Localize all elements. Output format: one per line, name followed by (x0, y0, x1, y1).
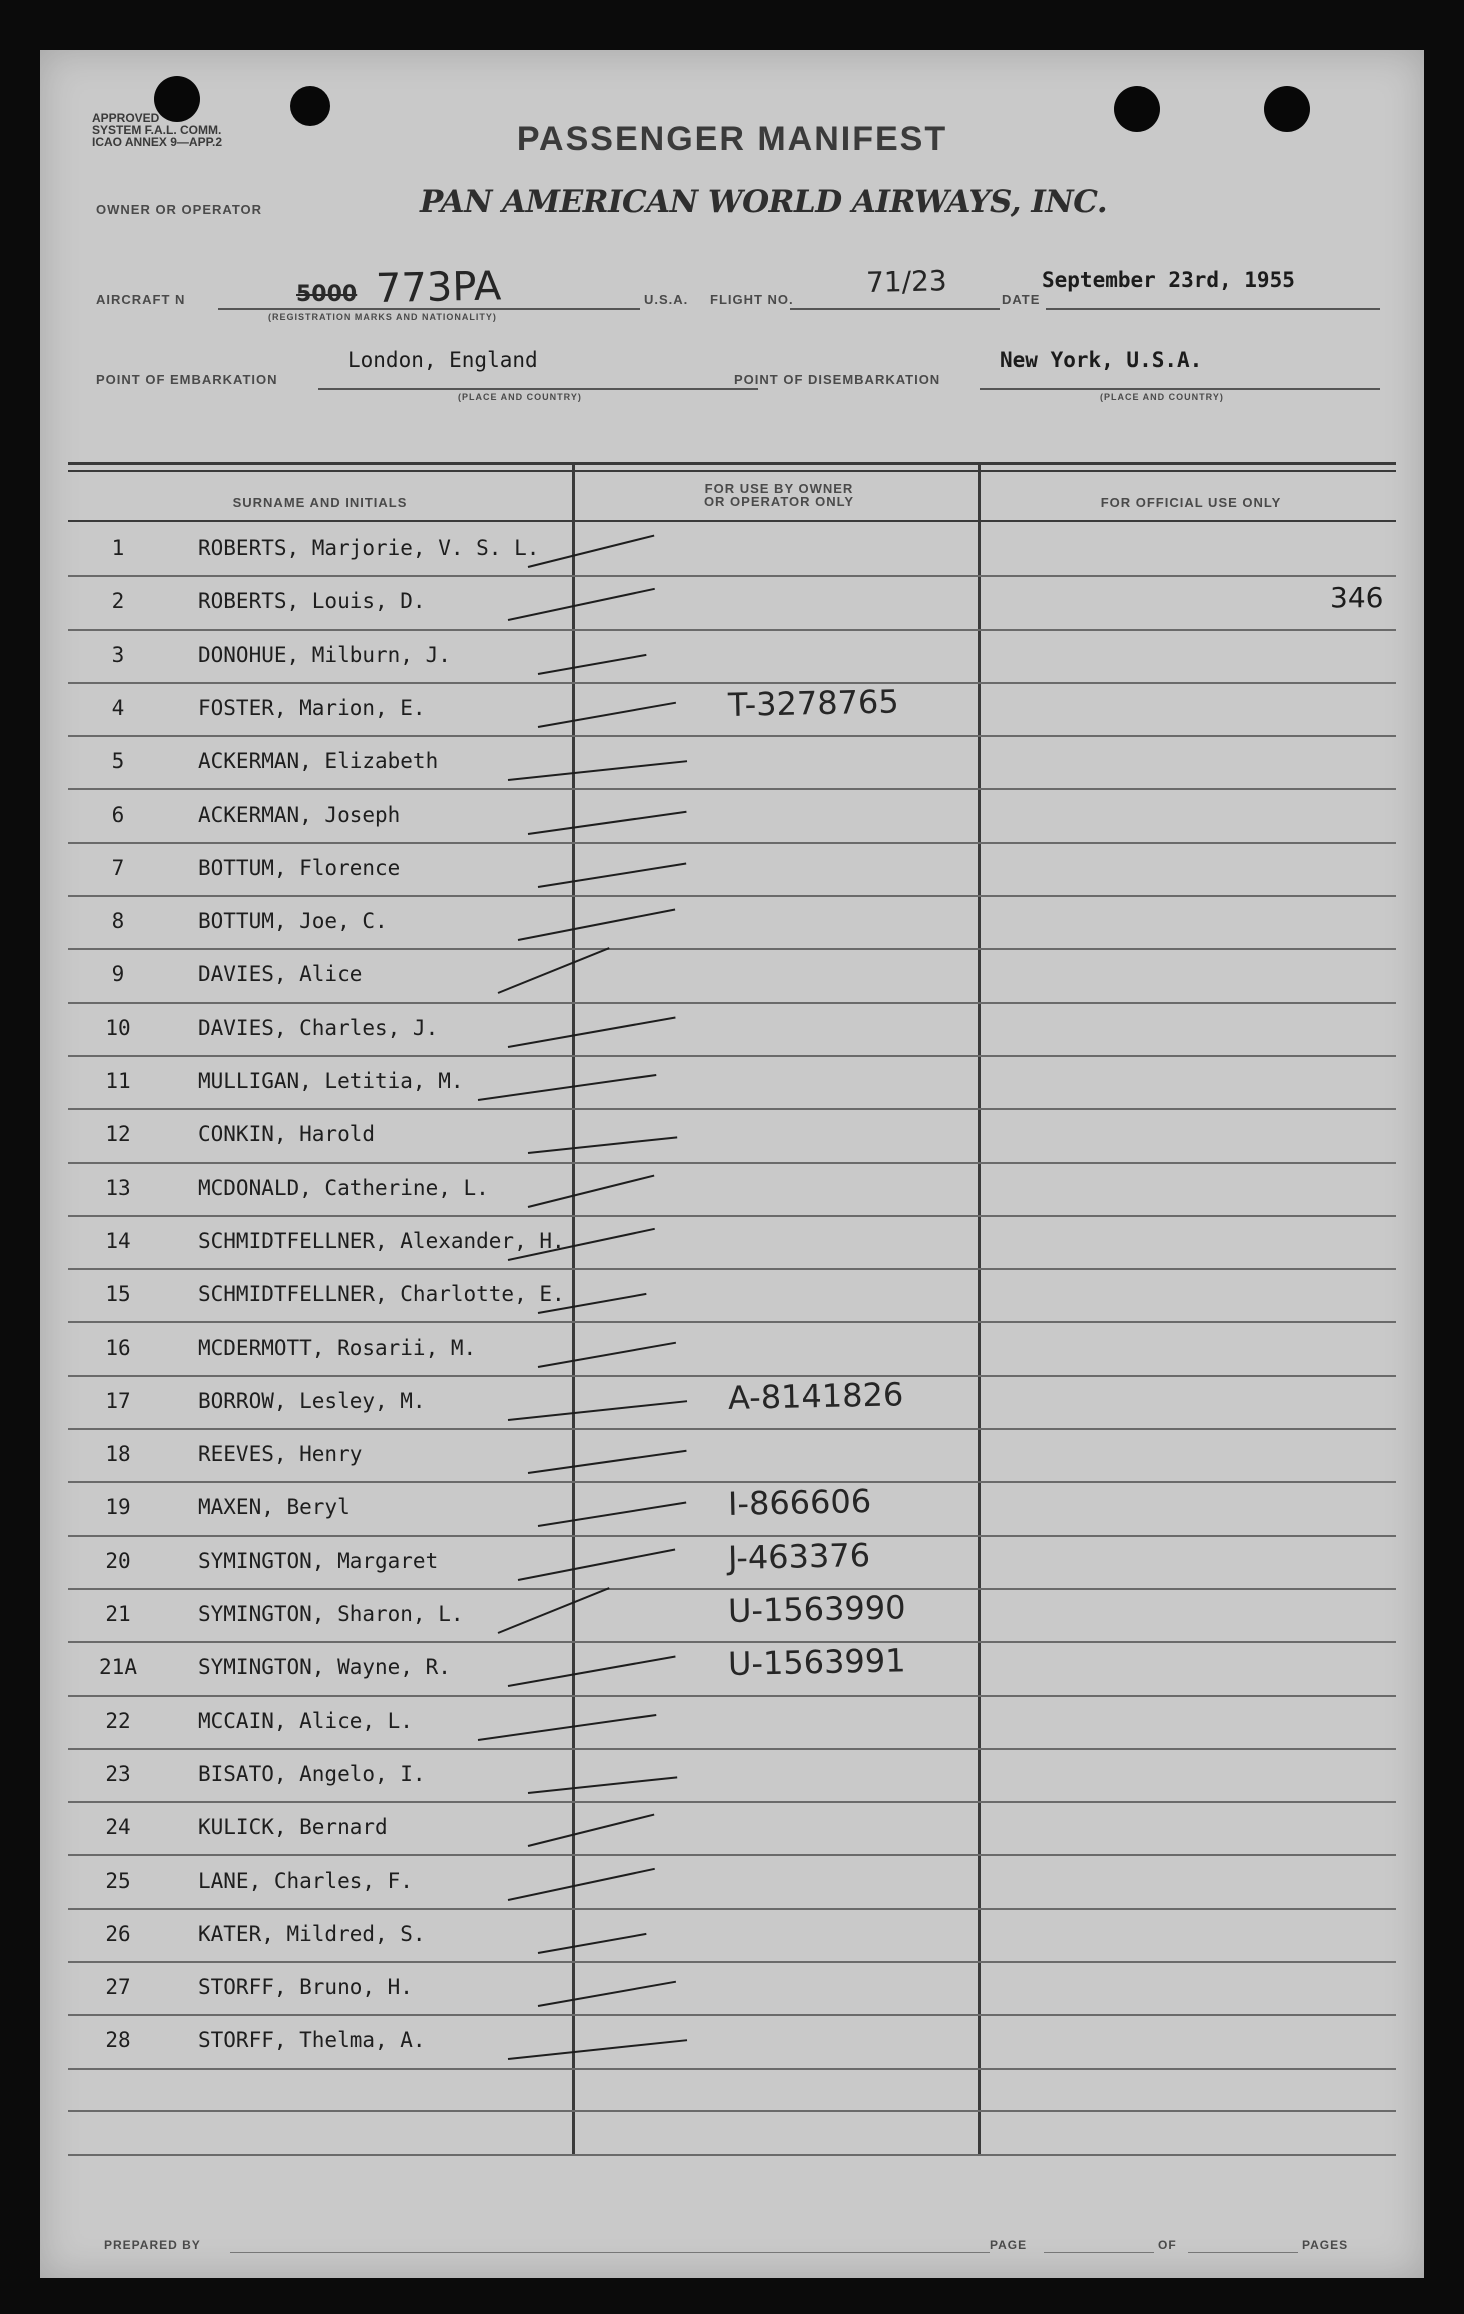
passenger-name: FOSTER, Marion, E. (198, 695, 426, 720)
page-underline (1044, 2252, 1154, 2253)
of-underline (1188, 2252, 1298, 2253)
row-number: 21A (99, 1655, 137, 1680)
check-mark (508, 1400, 687, 1421)
passenger-name: SCHMIDTFELLNER, Alexander, H. (198, 1228, 565, 1253)
operator-name: PAN AMERICAN WORLD AIRWAYS, INC. (420, 184, 1108, 220)
passenger-name: MCCAIN, Alice, L. (198, 1708, 413, 1733)
table-top-border-2 (68, 470, 1396, 472)
passenger-name: BOTTUM, Joe, C. (198, 909, 388, 934)
table-row (68, 950, 1396, 1003)
row-number: 6 (111, 802, 125, 827)
table-row (68, 1483, 1396, 1536)
table-row (68, 684, 1396, 737)
table-row (68, 1963, 1396, 2016)
row-number: 4 (111, 695, 125, 720)
prepared-by-underline (230, 2252, 990, 2253)
table-row (68, 1004, 1396, 1057)
check-mark (528, 1174, 655, 1207)
flight-date: September 23rd, 1955 (1042, 268, 1295, 292)
table-row (68, 631, 1396, 684)
check-mark (478, 1714, 657, 1741)
passenger-name: MAXEN, Beryl (198, 1495, 350, 1520)
passenger-name: ROBERTS, Louis, D. (198, 589, 426, 614)
table-row (68, 1803, 1396, 1856)
blank-rule (68, 2110, 1396, 2112)
table-row (68, 1643, 1396, 1696)
approval-stamp: APPROVED SYSTEM F.A.L. COMM. ICAO ANNEX 9—APP.2 (92, 111, 223, 149)
table-row (68, 1377, 1396, 1430)
passenger-name: MULLIGAN, Letitia, M. (198, 1069, 464, 1093)
disembark-hint: (PLACE AND COUNTRY) (1100, 392, 1224, 402)
passenger-name: SYMINGTON, Margaret (198, 1548, 439, 1573)
passenger-name: ACKERMAN, Joseph (198, 802, 401, 827)
row-number: 1 (111, 536, 125, 560)
registration-hint: (REGISTRATION MARKS AND NATIONALITY) (268, 312, 497, 322)
check-mark (498, 1587, 610, 1634)
table-row (68, 2016, 1396, 2069)
table-row (68, 1537, 1396, 1590)
table-row (68, 577, 1396, 630)
passenger-name: SYMINGTON, Sharon, L. (198, 1602, 464, 1626)
passenger-name: DAVIES, Alice (198, 962, 363, 987)
disembark-underline (980, 388, 1380, 390)
flight-label: FLIGHT NO. (710, 292, 794, 307)
row-number: 18 (105, 1442, 131, 1467)
check-mark (528, 535, 655, 568)
passenger-name: LANE, Charles, F. (198, 1868, 413, 1893)
check-mark (518, 909, 675, 941)
passenger-name: ACKERMAN, Elizabeth (198, 749, 439, 774)
table-row (68, 1430, 1396, 1483)
passenger-name: ROBERTS, Marjorie, V. S. L. (198, 536, 540, 560)
row-number: 19 (105, 1495, 131, 1520)
row-number: 7 (111, 855, 125, 880)
row-number: 17 (105, 1388, 131, 1413)
disembark-label: POINT OF DISEMBARKATION (734, 372, 941, 387)
row-number: 27 (105, 1975, 131, 2000)
row-number: 3 (111, 642, 125, 667)
row-number: 22 (105, 1708, 131, 1733)
country-label: U.S.A. (644, 292, 689, 307)
table-row (68, 524, 1396, 577)
passport-note: U-1563991 (727, 1641, 906, 1684)
table-row (68, 1590, 1396, 1643)
check-mark (538, 1933, 647, 1954)
passport-note: T-3278765 (727, 682, 900, 724)
row-number: 12 (105, 1122, 131, 1147)
table-row (68, 1324, 1396, 1377)
check-mark (538, 1502, 686, 1527)
table-row (68, 1164, 1396, 1217)
blank-rule (68, 2154, 1396, 2156)
passport-note: A-8141826 (727, 1375, 904, 1417)
row-number: 13 (105, 1175, 131, 1200)
passenger-name: MCDERMOTT, Rosarii, M. (198, 1335, 477, 1360)
registration-struck: 5000 (296, 282, 358, 307)
row-number: 23 (105, 1761, 131, 1786)
col-header-official: FOR OFFICIAL USE ONLY (1100, 495, 1282, 510)
date-underline (1046, 308, 1380, 310)
manifest-sheet (40, 50, 1424, 2278)
table-row (68, 1110, 1396, 1163)
row-number: 9 (111, 962, 125, 987)
table-row (68, 737, 1396, 790)
row-number: 11 (105, 1069, 131, 1093)
check-mark (498, 948, 610, 995)
passenger-name: STORFF, Bruno, H. (198, 1975, 413, 2000)
check-mark (508, 1867, 655, 1900)
table-row (68, 1750, 1396, 1803)
check-mark (528, 1814, 655, 1847)
check-mark (528, 1137, 677, 1155)
table-row (68, 1057, 1396, 1110)
embark-hint: (PLACE AND COUNTRY) (458, 392, 582, 402)
row-number: 2 (111, 589, 125, 614)
header-bottom-rule (68, 520, 1396, 522)
col-header-name: SURNAME AND INITIALS (232, 495, 408, 510)
table-row (68, 791, 1396, 844)
embark-place: London, England (348, 348, 538, 372)
check-mark (538, 1341, 676, 1367)
table-row (68, 1910, 1396, 1963)
row-number: 10 (105, 1015, 131, 1040)
embark-label: POINT OF EMBARKATION (96, 372, 278, 387)
row-number: 26 (105, 1921, 131, 1946)
owner-label: OWNER OR OPERATOR (96, 202, 263, 217)
passenger-name: STORFF, Thelma, A. (198, 2028, 426, 2053)
passenger-name: REEVES, Henry (198, 1442, 363, 1467)
row-number: 16 (105, 1335, 131, 1360)
passenger-name: BORROW, Lesley, M. (198, 1388, 426, 1413)
of-label: OF (1158, 2238, 1177, 2252)
passenger-name: DONOHUE, Milburn, J. (198, 642, 451, 667)
table-row (68, 897, 1396, 950)
check-mark (538, 862, 686, 887)
passenger-name: BOTTUM, Florence (198, 855, 401, 880)
passenger-name: DAVIES, Charles, J. (198, 1015, 439, 1040)
passenger-name: KULICK, Bernard (198, 1815, 388, 1840)
row-number: 14 (105, 1228, 131, 1253)
row-number: 15 (105, 1282, 131, 1307)
registration-number: 773PA (375, 263, 502, 312)
check-mark (528, 810, 687, 834)
passport-note: J-463376 (727, 1535, 871, 1577)
official-note: 346 (1330, 581, 1384, 615)
check-mark (478, 1074, 657, 1101)
passenger-name: SYMINGTON, Wayne, R. (198, 1655, 451, 1680)
row-number: 28 (105, 2028, 131, 2053)
row-number: 8 (111, 909, 125, 934)
check-mark (528, 1776, 677, 1794)
passenger-name: KATER, Mildred, S. (198, 1921, 426, 1946)
table-row (68, 1270, 1396, 1323)
row-number: 5 (111, 749, 125, 774)
passenger-name: BISATO, Angelo, I. (198, 1761, 426, 1786)
page-label: PAGE (990, 2238, 1028, 2252)
check-mark (538, 1981, 676, 2007)
table-top-border (68, 462, 1396, 465)
check-mark (538, 654, 647, 675)
row-number: 21 (105, 1602, 131, 1626)
row-rule (68, 2068, 1396, 2070)
table-row (68, 1697, 1396, 1750)
disembark-place: New York, U.S.A. (1000, 348, 1203, 372)
check-mark (508, 1016, 676, 1047)
check-mark (538, 702, 676, 728)
date-label: DATE (1002, 292, 1041, 307)
check-mark (508, 588, 655, 621)
form-title: PASSENGER MANIFEST (516, 120, 948, 158)
check-mark (508, 1656, 676, 1687)
embark-underline (318, 388, 758, 390)
passenger-name: SCHMIDTFELLNER, Charlotte, E. (198, 1282, 565, 1307)
flight-number: 71/23 (865, 264, 948, 299)
row-number: 24 (105, 1815, 131, 1840)
check-mark (518, 1548, 675, 1580)
pages-label: PAGES (1302, 2238, 1349, 2252)
flight-underline (790, 308, 1000, 310)
passport-note: U-1563990 (727, 1588, 906, 1630)
col-header-owner-use: FOR USE BY OWNER OR OPERATOR ONLY (703, 481, 855, 509)
prepared-by-label: PREPARED BY (104, 2238, 201, 2252)
passenger-name: CONKIN, Harold (198, 1122, 376, 1147)
table-row (68, 1857, 1396, 1910)
check-mark (508, 760, 687, 781)
check-mark (508, 2040, 687, 2061)
passenger-name: MCDONALD, Catherine, L. (198, 1175, 489, 1200)
check-mark (528, 1450, 687, 1474)
table-row (68, 1217, 1396, 1270)
table-row (68, 844, 1396, 897)
passport-note: I-866606 (727, 1482, 872, 1524)
aircraft-label: AIRCRAFT N (96, 292, 186, 307)
row-number: 25 (105, 1868, 131, 1893)
row-number: 20 (105, 1548, 131, 1573)
